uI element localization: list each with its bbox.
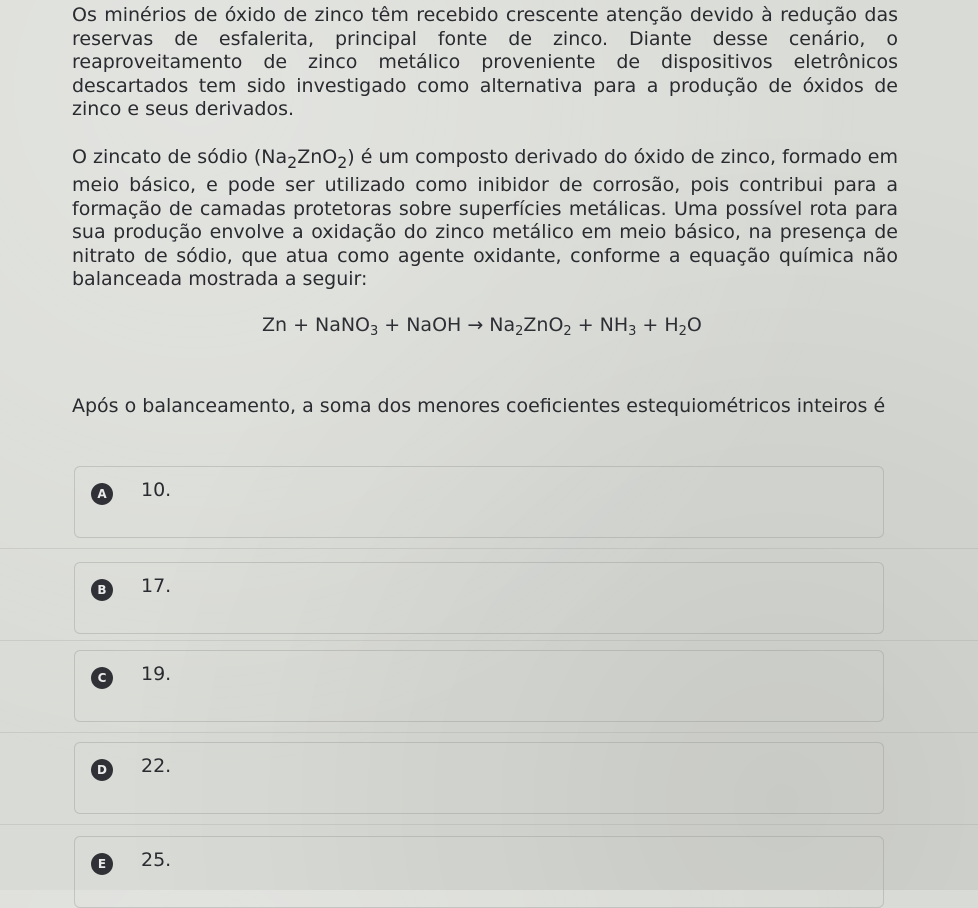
divider <box>0 824 978 825</box>
option-a[interactable] <box>74 466 884 538</box>
zincate-text-start: O zincato de sódio (Na <box>72 146 288 168</box>
plus-sign: + <box>384 314 401 336</box>
option-value: 25. <box>141 849 172 871</box>
option-d[interactable] <box>74 742 884 814</box>
option-value: 22. <box>141 755 172 777</box>
option-b[interactable] <box>74 562 884 634</box>
divider <box>0 548 978 549</box>
zincate-formula-mid: ZnO <box>297 146 338 168</box>
chemical-equation <box>262 314 702 339</box>
zincate-sub-1: 2 <box>287 152 298 172</box>
product-na2zno2: $Na_2ZnO_2$ <box>489 314 572 339</box>
option-value: 17. <box>141 575 172 597</box>
option-letter-badge: E <box>91 853 113 875</box>
option-value: 10. <box>141 479 172 501</box>
product-h2o: $H_2O$ <box>664 314 702 339</box>
plus-sign: + <box>642 314 659 336</box>
option-c[interactable] <box>74 650 884 722</box>
zincate-sub-2: 2 <box>337 152 348 172</box>
plus-sign: + <box>293 314 309 336</box>
option-letter-badge: A <box>91 483 113 505</box>
option-letter-badge: B <box>91 579 113 601</box>
option-letter-badge: C <box>91 667 113 689</box>
option-letter-badge: D <box>91 759 113 781</box>
divider <box>0 640 978 641</box>
divider <box>0 732 978 733</box>
reaction-arrow: → <box>467 314 484 336</box>
zincate-text-end: ) é um composto derivado do óxido de zinco, formado em meio básico, e pode ser utilizado como inibidor de corrosão, pois contribui para a formação de camadas protetoras sobre superfícies metálicas. Uma possível rota para sua produção envolve a oxidação do zinco metálico em meio básico, na presença de nitrato de sódio, que atua como agente oxidante, conforme a equação química não balanceada mostrada a seguir: <box>72 146 898 291</box>
product-nh3: $NH_3$ <box>599 314 637 339</box>
reactant-nano3: NaNO$_3$ <box>314 314 379 339</box>
intro-paragraph: Os minérios de óxido de zinco têm recebido crescente atenção devido à redução das reservas de esfalerita, principal fonte de zinco. Diante desse cenário, o reaproveitamento de zinco metálico proveniente de dispositivos eletrônicos descartados tem sido investigado como alternativa para a produção de óxidos de zinco e seus derivados. <box>72 4 898 120</box>
question-text: Após o balanceamento, a soma dos menores coeficientes estequiométricos inteiros é <box>72 395 886 417</box>
option-value: 19. <box>141 663 172 685</box>
reactant-naoh: NaOH <box>406 314 462 336</box>
option-e[interactable] <box>74 836 884 908</box>
zincate-paragraph <box>72 146 898 292</box>
plus-sign: + <box>577 314 594 336</box>
reactant-zn: Zn <box>262 314 288 336</box>
